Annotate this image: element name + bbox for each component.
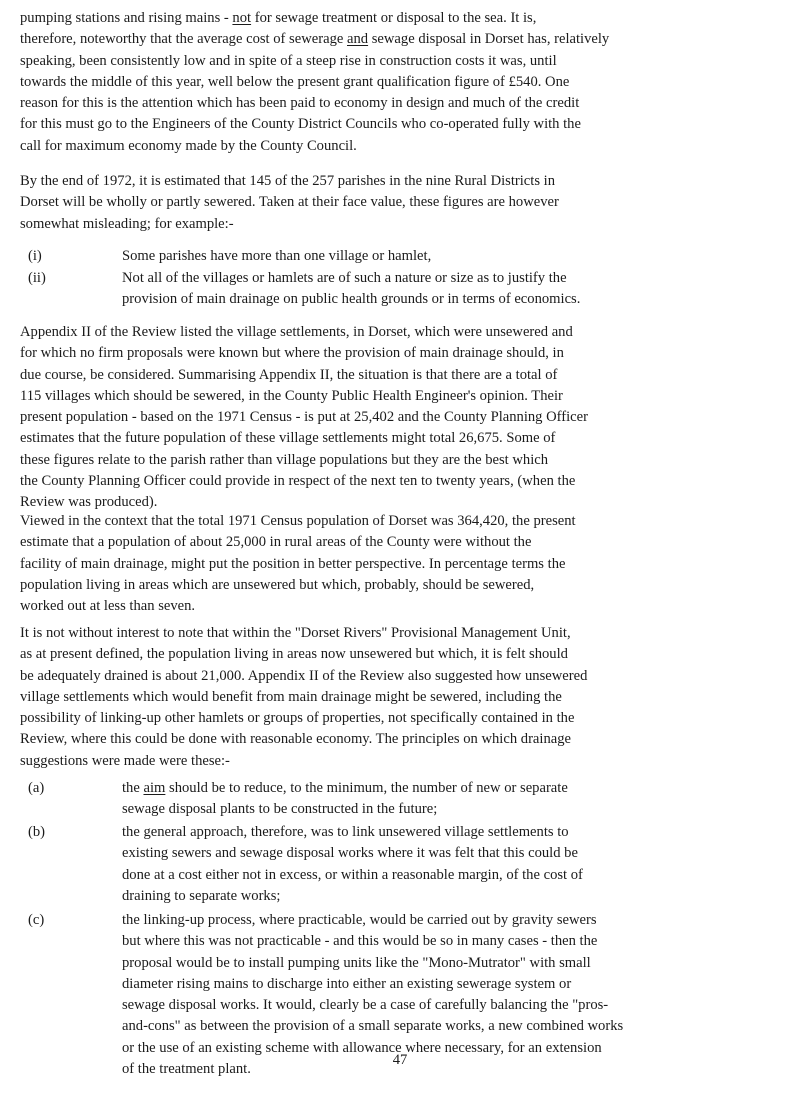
paragraph-sewerage-costs: pumping stations and rising mains - not for sewage treatment or disposal to the sea. It is, therefore, noteworthy that the average cost of sewerage and sewage disposal in Dorset has, relatively speaking, been consistently low and in spite of a steep rise in construction costs it was, until towards the middle of this year, well below the present grant qualification figure of £540. One reason for this is the attention which has been paid to economy in design and much of the credit for this must go to the Engineers of the County District Councils who co-operated fully with the call for maximum economy made by the County Council. [20,8,788,157]
text-line: estimates that the future population of these village settlements might total 26,675. Some of [20,430,556,447]
text-line: but where this was not practicable - and this would be so in many cases - then the [122,933,598,950]
document-page: pumping stations and rising mains - not for sewage treatment or disposal to the sea. It is, therefore, noteworthy that the average cost of sewerage and sewage disposal in Dorset has, relatively speaking, been consistently low and in spite of a steep rise in construction costs it was, until towards the middle of this year, well below the present grant qualification figure of £540. One reason for this is the attention which has been paid to economy in design and much of the credit for this must go to the Engineers of the County District Councils who co-operated fully with the call for maximum economy made by the County Council. By the end of 1972, it is estimated that 145 of the 257 parishes in the nine Rural Districts in Dorset will be wholly or partly sewered. Taken at their face value, these figures are however somewhat misleading; for example:- (i) Some parishes have more than one village or hamlet, (ii) Not all of the villages or hamlets are of such a nature or size as to justify the provision of main drainage on public health grounds or in terms of economics. Appendix II of the Review listed the village settlements, in Dorset, which were unsewered and for which no firm proposals were known but where the provision of main drainage should, in due course, be considered. Summarising Appendix II, the situation is that there are a total of 115 villages which should be sewered, in the County Public Health Engineer's opinion. Their present population - based on the 1971 Census - is put at 25,402 and the County Planning Officer estimates that the future population of these village settlements might total 26,675. Some of these figures relate to the parish rather than village populations but they are the best which the County Planning Officer could provide in respect of the next ten to twenty years, (when the Review was produced). Viewed in the context that the total 1971 Census population of Dorset was 364,420, the present estimate that a population of about 25,000 in rural areas of the County were without the facility of main drainage, might put the position in better perspective. In percentage terms the population living in areas which are unsewered but which, probably, should be sewered, worked out at less than seven. It is not without interest to note that within the "Dorset Rivers" Provisional Management Unit, as at present defined, the population living in areas now unsewered but which, it is felt should be adequately drained is about 21,000. Appendix II of the Review also suggested how unsewered village settlements which would benefit from main drainage might be sewered, including the possibility of linking-up other hamlets or groups of properties, not specifically contained in the Review, where this could be done with reasonable economy. The principles on which drainage suggestions were made were these:- (a) the aim should be to reduce, to the minimum, the number of new or separate sewage disposal plants to be constructed in the future; (b) the general approach, therefore, was to link unsewered village settlements to existing sewers and sewage disposal works where it was felt that this could be done at a cost either not in excess, or within a reasonable margin, of the cost of draining to separate works; (c) the linking-up process, where practicable, would be carried out by gravity sewers but where this was not practicable - and this would be so in many cases - then the proposal would be to install pumping units like the "Mono-Mutrator" with small diameter rising mains to discharge into either an existing sewerage system or sewage disposal works. It would, clearly be a case of carefully balancing the "pros- and-cons" as between the provision of a small separate works, a new combined works or the use of an existing scheme with allowance where necessary, for an extension of the treatment plant. 47 [0,0,800,1093]
list-label: (b) [28,824,46,840]
text-line: sewage disposal plants to be constructed in the future; [122,801,438,818]
text-line: Dorset will be wholly or partly sewered. Taken at their face value, these figures are however [20,194,559,211]
text-line: for this must go to the Engineers of the County District Councils who co-operated fully with the [20,116,581,133]
list-label: (c) [28,912,45,928]
list-label: (a) [28,780,45,796]
text-line: for which no firm proposals were known but where the provision of main drainage should, in [20,345,564,362]
text-line: towards the middle of this year, well below the present grant qualification figure of £540. One [20,73,570,90]
text-line: 115 villages which should be sewered, in the County Public Health Engineer's opinion. Their [20,387,563,404]
text-line: suggestions were made were these:- [20,752,230,769]
paragraph-dorset-rivers [20,623,788,772]
list-label: (i) [28,248,42,264]
text-line: speaking, been consistently low and in spite of a steep rise in construction costs it was, until [20,52,557,69]
text-line: Review, where this could be done with reasonable economy. The principles on which drainage [20,731,572,748]
text-line: possibility of linking-up other hamlets or groups of properties, not specifically contained in the [20,710,575,727]
text-line: Appendix II of the Review listed the village settlements, in Dorset, which were unsewered and [20,324,573,340]
text-line: of the treatment plant. [122,1061,251,1078]
paragraph-census [20,511,788,617]
list-label: (ii) [28,270,46,286]
text-line: somewhat misleading; for example:- [20,215,234,232]
text-line: sewage disposal works. It would, clearly be a case of carefully balancing the "pros- [122,997,609,1014]
text-line: By the end of 1972, it is estimated that 145 of the 257 parishes in the nine Rural Districts in [20,173,556,189]
text-line: due course, be considered. Summarising Appendix II, the situation is that there are a total of [20,366,558,383]
text-line: estimate that a population of about 25,000 in rural areas of the County were without the [20,534,532,551]
text-line: or the use of an existing scheme with allowance where necessary, for an extension [122,1039,602,1056]
text-line: It is not without interest to note that within the "Dorset Rivers" Provisional Management Unit, [20,625,571,641]
text-line: and-cons" as between the provision of a small separate works, a new combined works [122,1018,624,1035]
text-line: population living in areas which are unsewered but which, probably, should be sewered, [20,576,535,593]
text-line: village settlements which would benefit from main drainage might be sewered, including the [20,688,562,705]
text-line: existing sewers and sewage disposal works where it was felt that this could be [122,845,578,862]
paragraph-appendix-ii [20,322,788,514]
text-line: done at a cost either not in excess, or within a reasonable margin, of the cost of [122,866,583,883]
paragraph-parishes-1972 [20,171,788,235]
text-line: the general approach, therefore, was to link unsewered village settlements to [122,824,569,840]
text-line: call for maximum economy made by the County Council. [20,137,357,154]
text-line: the linking-up process, where practicable, would be carried out by gravity sewers [122,912,597,928]
text-line: Some parishes have more than one village or hamlet, [122,248,432,264]
text-line: reason for this is the attention which has been paid to economy in design and much of the credit [20,95,580,112]
text-line: draining to separate works; [122,887,281,904]
underlined-aim: aim [143,780,166,796]
text-line: diameter rising mains to discharge into either an existing sewerage system or [122,975,572,992]
text-line: Review was produced). [20,494,158,511]
text-line: Not all of the villages or hamlets are of such a nature or size as to justify the [122,270,567,286]
text-line: the County Planning Officer could provide in respect of the next ten to twenty years, (when the [20,473,576,490]
text-line: facility of main drainage, might put the position in better perspective. In percentage terms the [20,555,566,572]
text-line: present population - based on the 1971 Census - is put at 25,402 and the County Planning Officer [20,409,588,426]
text-line: Viewed in the context that the total 1971 Census population of Dorset was 364,420, the present [20,513,576,529]
text-line: provision of main drainage on public health grounds or in terms of economics. [122,291,581,308]
underlined-and: and [347,31,369,48]
text-line: be adequately drained is about 21,000. Appendix II of the Review also suggested how unsewered [20,667,588,684]
text-line: worked out at less than seven. [20,598,196,615]
underlined-not: not [232,10,252,26]
text-line: these figures relate to the parish rather than village populations but they are the best which [20,451,549,468]
text-line: as at present defined, the population living in areas now unsewered but which, it is felt should [20,646,568,663]
page-number: 47 [392,1052,408,1068]
text-line: proposal would be to install pumping units like the "Mono-Mutrator" with small [122,954,591,971]
